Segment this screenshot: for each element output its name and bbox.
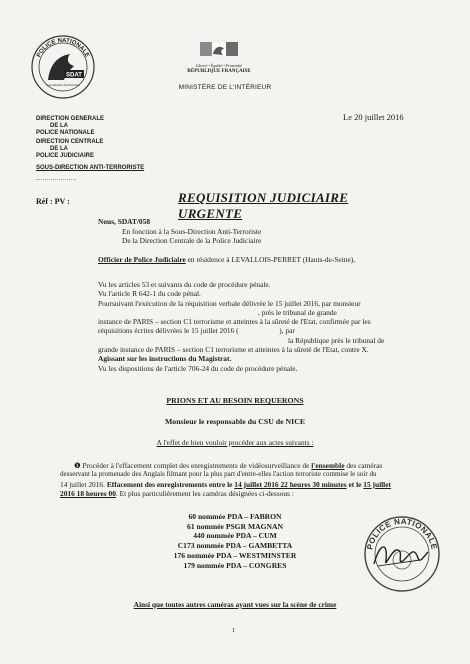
- ministry-name: MINISTÈRE DE L'INTÉRIEUR: [178, 84, 272, 91]
- camera-item: 176 nommée PDA – WESTMINSTER: [173, 550, 297, 560]
- vu-republique: la République près le tribunal de: [288, 335, 385, 345]
- fonction-line: En fonction à la Sous-Direction Anti-Terroriste: [122, 227, 262, 236]
- reference-pv: Réf : PV :: [36, 197, 70, 206]
- vu-instance: instance de PARIS – section C1 terrorisme et atteintes à la sûreté de l'Etat, confirmée par les: [98, 317, 371, 327]
- procede-line-1: ❶ Procéder à l'effacement complet des enregistrements de vidéosurveillance de l'ensemble des caméras: [74, 461, 383, 470]
- direction-generale: DIRECTION GENERALE DE LA POLICE NATIONALE: [36, 116, 105, 136]
- requerons-effet: A l'effet de bien vouloir procéder aux actes suivants :: [156, 438, 314, 447]
- sdat-logo-abbr: SDAT: [66, 72, 82, 79]
- camera-item: C173 nommée PDA – GAMBETTA: [177, 541, 293, 551]
- vu-706: Vu les dispositions de l'article 706-24 du code de procédure pénale.: [98, 363, 298, 373]
- vu-grande-instance: grande instance de PARIS – section C1 terrorisme et atteintes à la sûreté de l'Etat, contre X.: [98, 345, 369, 355]
- camera-item: 61 nommée PSGR MAGNAN: [187, 521, 283, 531]
- sdat-logo: [30, 34, 96, 100]
- direction-centrale: DIRECTION CENTRALE DE LA POLICE JUDICIAIRE: [36, 139, 104, 159]
- vu-poursuivant: Poursuivant l'exécution de la réquisition verbale délivrée le 15 juillet 2016, par monsieur: [98, 298, 361, 308]
- vu-articles: Vu les articles 53 et suivants du code de procédure pénale.: [98, 280, 271, 289]
- republic-motto: Liberté • Égalité • Fraternité: [195, 63, 243, 68]
- camera-item: 179 nommée PDA – CONGRES: [183, 560, 287, 570]
- sdat-logo-ring-text: POLICE NATIONALE: [36, 37, 90, 59]
- document-title: REQUISITION JUDICIAIRE URGENTE: [178, 190, 349, 221]
- procede-line-3: 14 juillet 2016. Effacement des enregistrements entre le 14 juillet 2016 22 heures 30 minutes et le 15 juillet: [60, 479, 391, 489]
- procede-line-2: desservant la promenade des Anglais filmant pour la plus part d'entre-elles l'action terroriste commise le soir du: [60, 470, 377, 479]
- vu-requisitions: réquisitions écrites délivrées le 15 juillet 2016 ( ), par: [98, 326, 295, 336]
- camera-item: 60 nommée PDA – FABRON: [188, 512, 282, 521]
- page-number: 1: [232, 628, 235, 634]
- vus-block: [98, 280, 443, 373]
- vu-tribunal: , près le tribunal de grande: [258, 307, 337, 317]
- nous-line: Nous, SDAT/058: [98, 217, 151, 226]
- stamp-text: POLICE NATIONALE: [365, 516, 439, 551]
- signature: [370, 536, 430, 576]
- procede-paragraph: [60, 461, 448, 498]
- document-date: Le 20 juillet 2016: [343, 112, 404, 122]
- camera-item: 440 nommée PDA – CUM: [193, 531, 277, 541]
- vu-r642: Vu l'article R 642-1 du code pénal.: [98, 289, 201, 299]
- sdat-logo-sub: Sous-Direction Anti-Terroriste: [46, 84, 80, 87]
- procede-line-4: 2016 18 heures 00. Et plus particulièrement les caméras désignées ci-dessous :: [60, 488, 294, 498]
- svg-text:POLICE NATIONALE: [36, 38, 90, 58]
- closing-line: Ainsi que toutes autres caméras ayant vues sur la scène de crime: [133, 600, 337, 609]
- republic-name: RÉPUBLIQUE FRANÇAISE: [187, 69, 251, 74]
- requerons-recipient: Monsieur le responsable du CSU de NICE: [164, 417, 306, 426]
- requerons-title: PRIONS ET AU BESOIN REQUERONS: [166, 396, 304, 405]
- vu-agissant: Agissant sur les instructions du Magistrat.: [98, 354, 232, 364]
- redacted-mark: [36, 179, 76, 187]
- sous-direction: SOUS-DIRECTION ANTI-TERRORISTE: [36, 165, 145, 171]
- direction-line: De la Direction Centrale de la Police Judiciaire: [122, 236, 262, 245]
- officer-line: Officier de Police Judiciaire en résidence à LEVALLOIS-PERRET (Hauts-de-Seine),: [98, 255, 356, 264]
